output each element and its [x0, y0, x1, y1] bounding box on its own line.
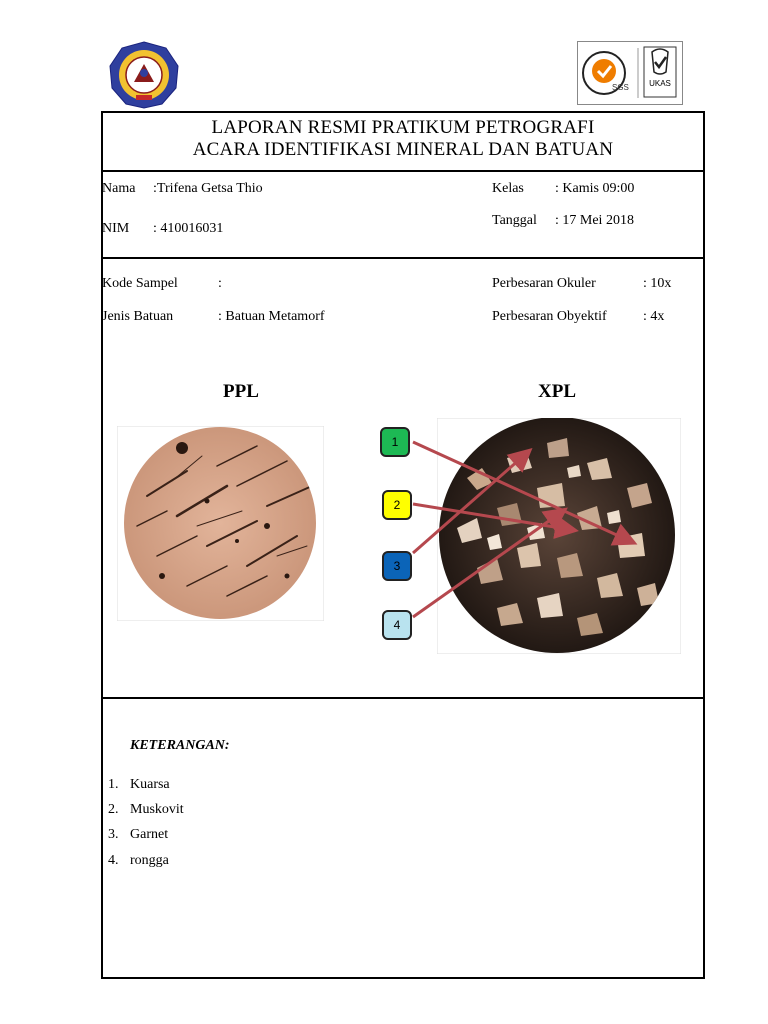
report-title-line2: ACARA IDENTIFIKASI MINERAL DAN BATUAN: [192, 139, 614, 160]
nim-value: : 410016031: [153, 221, 224, 236]
nama-value: :Trifena Getsa Thio: [153, 181, 263, 196]
kode-sampel-label: Kode Sampel: [102, 276, 178, 291]
list-item: [108, 827, 169, 843]
nama-label: Nama: [102, 181, 136, 196]
list-item: [108, 853, 169, 869]
svg-text:SGS: SGS: [612, 83, 629, 92]
keterangan-heading: KETERANGAN:: [130, 738, 230, 753]
list-number: 2.: [108, 802, 119, 817]
list-label: rongga: [130, 853, 169, 868]
ppl-label: PPL: [223, 381, 259, 402]
marker-4: 4: [382, 610, 412, 640]
tanggal-value: : 17 Mei 2018: [555, 213, 634, 228]
list-number: 3.: [108, 827, 119, 842]
list-number: 1.: [108, 777, 119, 792]
kode-sampel-value: :: [218, 276, 222, 291]
perbesaran-okuler-value: : 10x: [643, 276, 672, 291]
arrow-4: [413, 511, 563, 617]
marker-1: 1: [380, 427, 410, 457]
perbesaran-okuler-label: Perbesaran Okuler: [492, 276, 596, 291]
kelas-value: : Kamis 09:00: [555, 181, 635, 196]
list-item: [108, 777, 170, 793]
list-label: Kuarsa: [130, 777, 170, 792]
list-number: 4.: [108, 853, 119, 868]
jenis-batuan-value: : Batuan Metamorf: [218, 309, 325, 324]
tanggal-label: Tanggal: [492, 213, 537, 228]
perbesaran-obyektif-label: Perbesaran Obyektif: [492, 309, 607, 324]
svg-text:UKAS: UKAS: [649, 79, 671, 88]
marker-2: 2: [382, 490, 412, 520]
jenis-batuan-label: Jenis Batuan: [102, 309, 174, 324]
report-title-line1: LAPORAN RESMI PRATIKUM PETROGRAFI: [211, 117, 595, 138]
nim-label: NIM: [102, 221, 130, 236]
list-label: Garnet: [130, 827, 169, 842]
marker-3: 3: [382, 551, 412, 581]
list-item: [108, 802, 184, 818]
list-label: Muskovit: [130, 802, 184, 817]
kelas-label: Kelas: [492, 181, 524, 196]
arrow-2: [413, 504, 573, 530]
xpl-label: XPL: [538, 381, 576, 402]
perbesaran-obyektif-value: : 4x: [643, 309, 665, 324]
